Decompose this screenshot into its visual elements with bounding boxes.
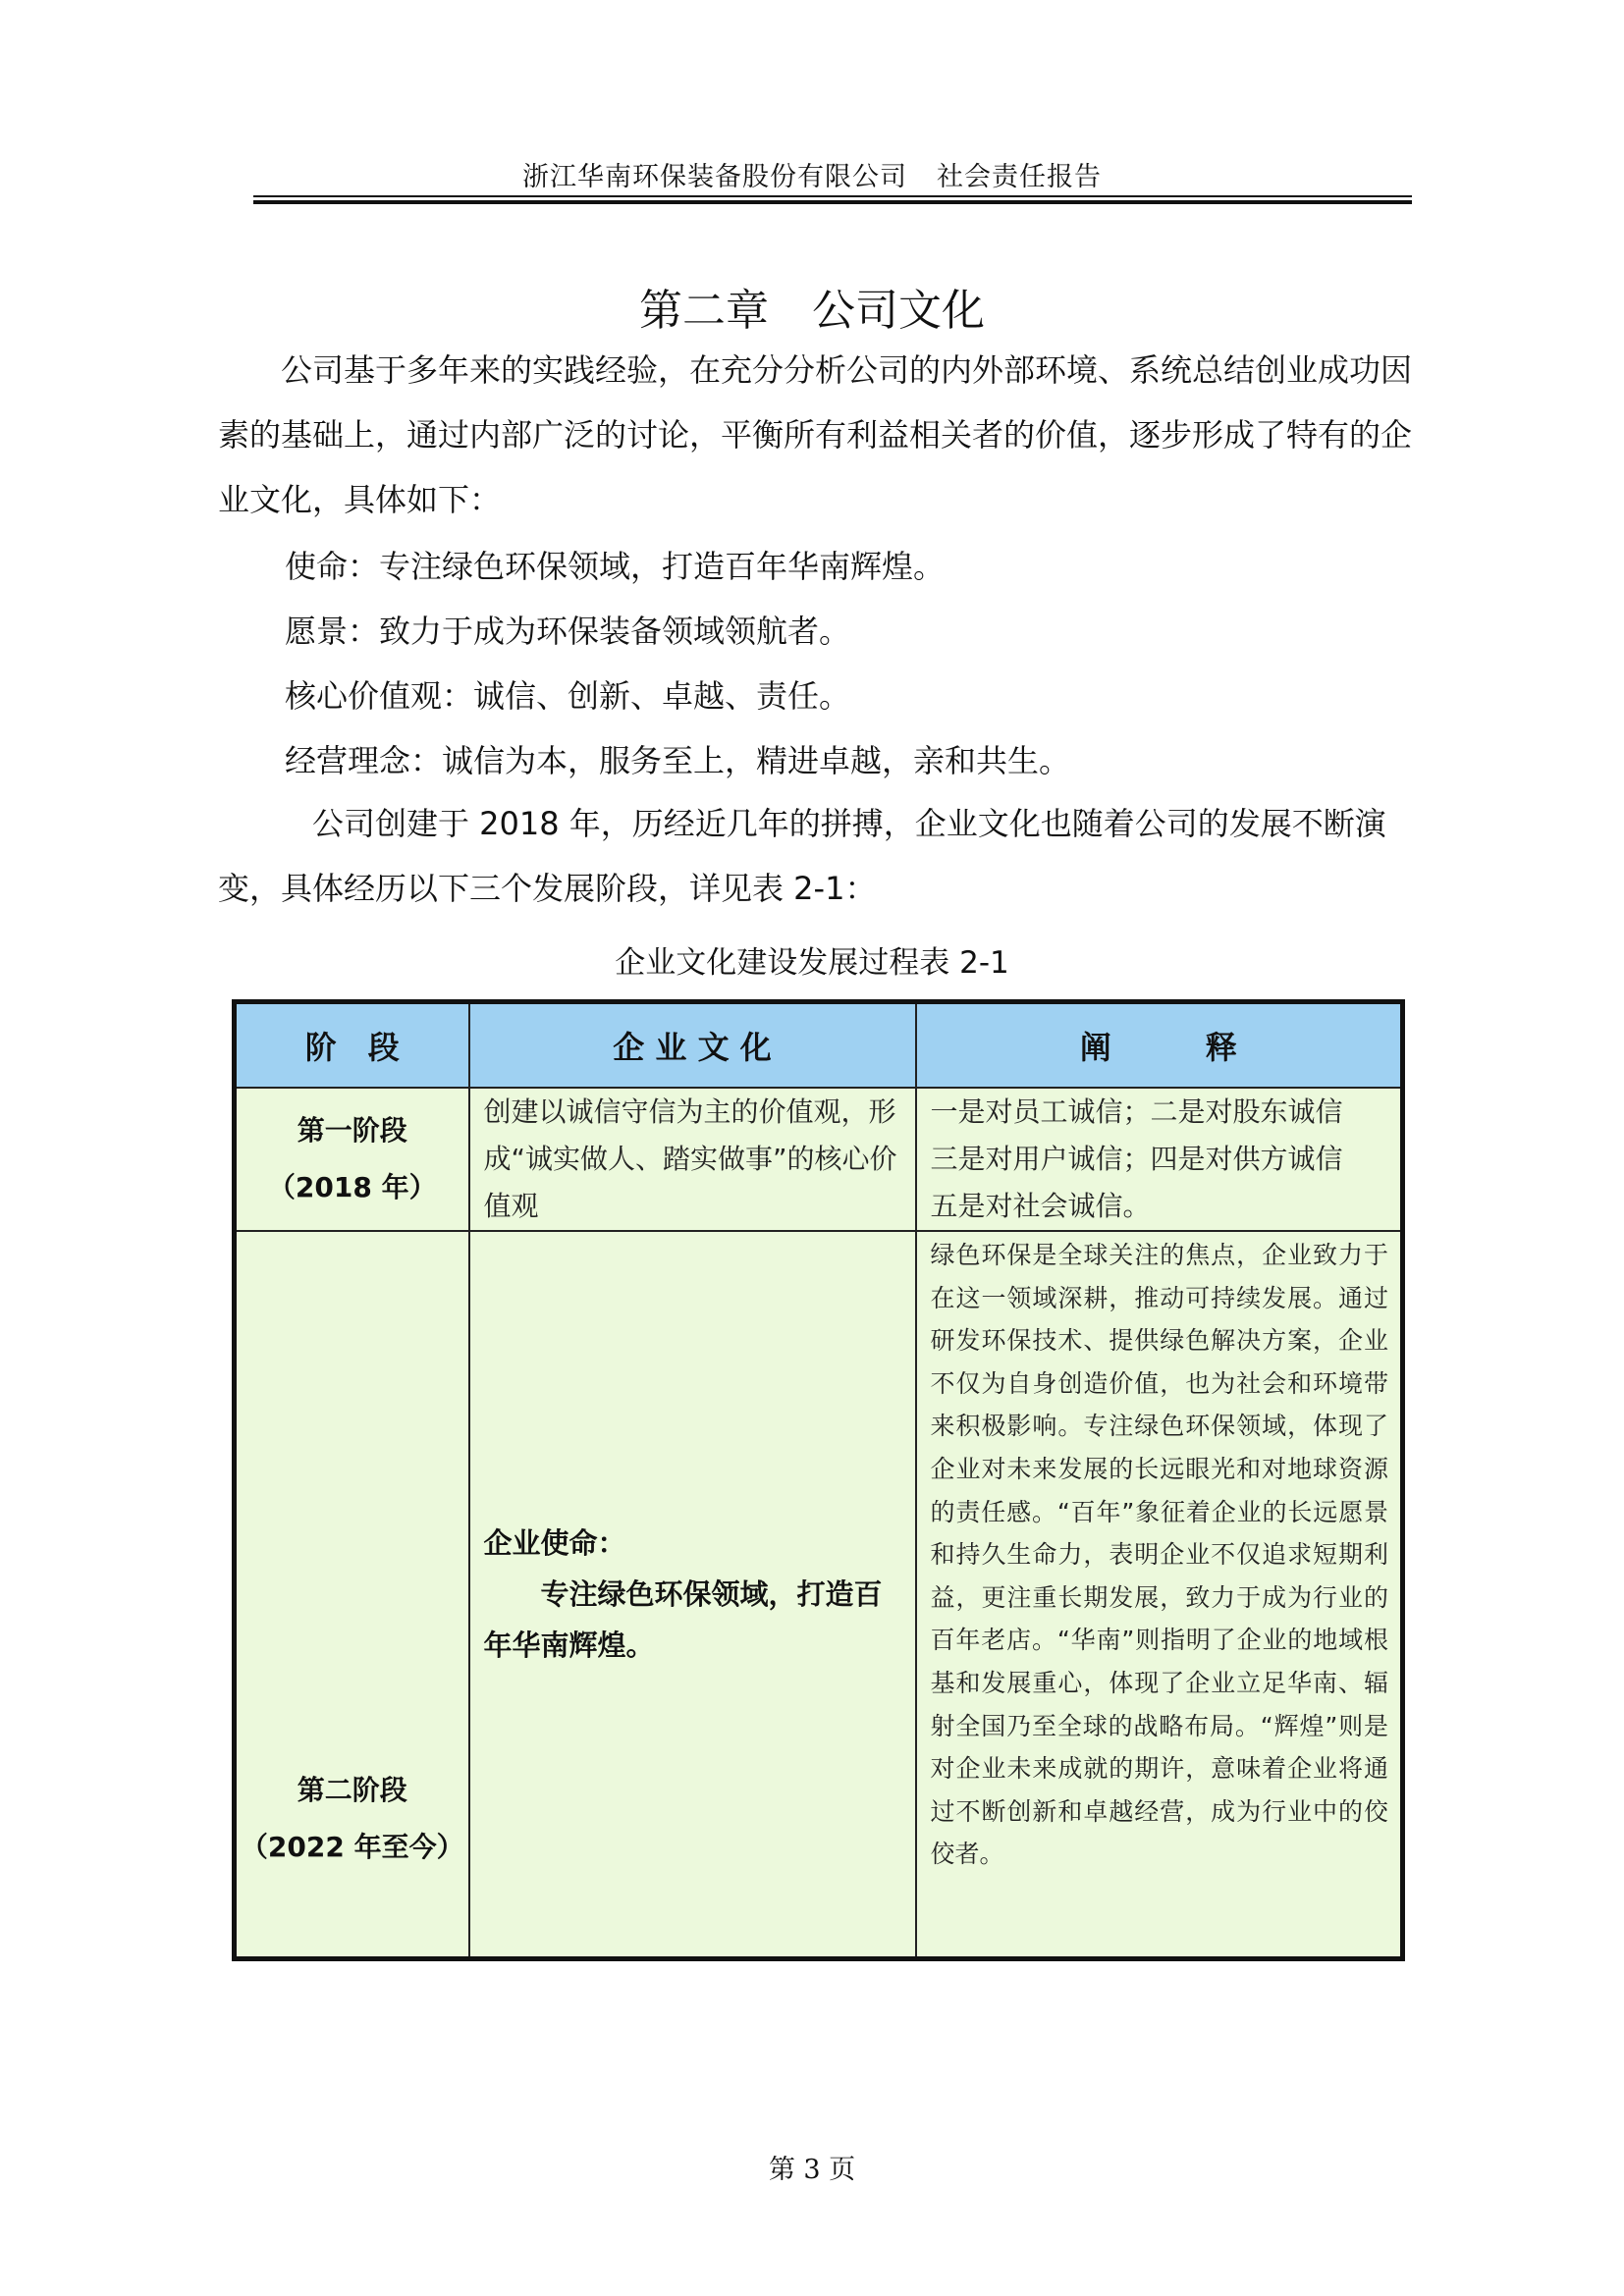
table-header-row <box>235 1002 1403 1089</box>
culture-cell: 创建以诚信守信为主的价值观，形成“诚实做人、踏实做事”的核心价值观 <box>469 1088 916 1231</box>
table-row <box>235 1088 1403 1231</box>
explain-line: 五是对社会诚信。 <box>930 1190 1151 1222</box>
stage-period: （2018 年） <box>267 1171 437 1203</box>
header-report: 社会责任报告 <box>937 162 1102 192</box>
culture-mission: 使命：专注绿色环保领域，打造百年华南辉煌。 <box>285 548 946 585</box>
header-rule-thin <box>253 195 1412 197</box>
culture-values: 核心价值观：诚信、创新、卓越、责任。 <box>285 677 851 715</box>
history-paragraph: 公司创建于 2018 年，历经近几年的拼搏，企业文化也随着公司的发展不断演变，具体经历以下三个发展阶段，详见表 2-1： <box>218 805 1386 907</box>
running-header <box>0 155 1624 193</box>
stage-name: 第一阶段 <box>297 1114 407 1147</box>
header-culture: 企 业 文 化 <box>469 1002 916 1089</box>
stage-name: 第二阶段 <box>297 1774 407 1806</box>
culture-philosophy: 经营理念：诚信为本，服务至上，精进卓越，亲和共生。 <box>285 742 1071 779</box>
header-rule-thick <box>253 200 1412 204</box>
culture-cell <box>469 1231 916 1959</box>
chapter-title <box>0 275 1624 338</box>
header-company: 浙江华南环保装备股份有限公司 <box>522 162 907 192</box>
header-stage: 阶 段 <box>235 1002 469 1089</box>
stage-period: （2022 年至今） <box>240 1831 464 1863</box>
table-caption: 企业文化建设发展过程表 2-1 <box>615 945 1009 981</box>
table-row <box>235 1231 1403 1959</box>
intro-paragraph: 公司基于多年来的实践经验，在充分分析公司的内外部环境、系统总结创业成功因素的基础上，通过内部广泛的讨论，平衡所有利益相关者的价值，逐步形成了特有的企业文化，具体如下： <box>218 351 1413 518</box>
stage-cell <box>235 1231 469 1959</box>
stage-cell <box>235 1088 469 1231</box>
header-explain: 阐 释 <box>916 1002 1403 1089</box>
culture-development-table <box>232 999 1405 1961</box>
mission-title: 企业使命： <box>483 1526 626 1560</box>
explain-cell <box>916 1088 1403 1231</box>
mission-text: 专注绿色环保领域，打造百年华南辉煌。 <box>483 1577 883 1662</box>
page-number: 第 3 页 <box>768 2155 856 2185</box>
chapter-name: 公司文化 <box>812 286 985 336</box>
chapter-number: 第二章 <box>639 286 769 336</box>
explain-line: 三是对用户诚信；四是对供方诚信 <box>930 1143 1343 1175</box>
explain-line: 一是对员工诚信；二是对股东诚信 <box>930 1095 1343 1128</box>
culture-vision: 愿景：致力于成为环保装备领域领航者。 <box>285 613 851 650</box>
explain-cell: 绿色环保是全球关注的焦点，企业致力于在这一领域深耕，推动可持续发展。通过研发环保技术、提供绿色解决方案，企业不仅为自身创造价值，也为社会和环境带来积极影响。专注绿色环保领域，体现了企业对未来发展的长远眼光和对地球资源的责任感。“百年”象征着企业的长远愿景和持久生命力，表明企业不仅追求短期利益，更注重长期发展，致力于成为行业的百年老店。“华南”则指明了企业的地域根基和发展重心，体现了企业立足华南、辐射全国乃至全球的战略布局。“辉煌”则是对企业未来成就的期许，意味着企业将通过不断创新和卓越经营，成为行业中的佼佼者。 <box>916 1231 1403 1959</box>
